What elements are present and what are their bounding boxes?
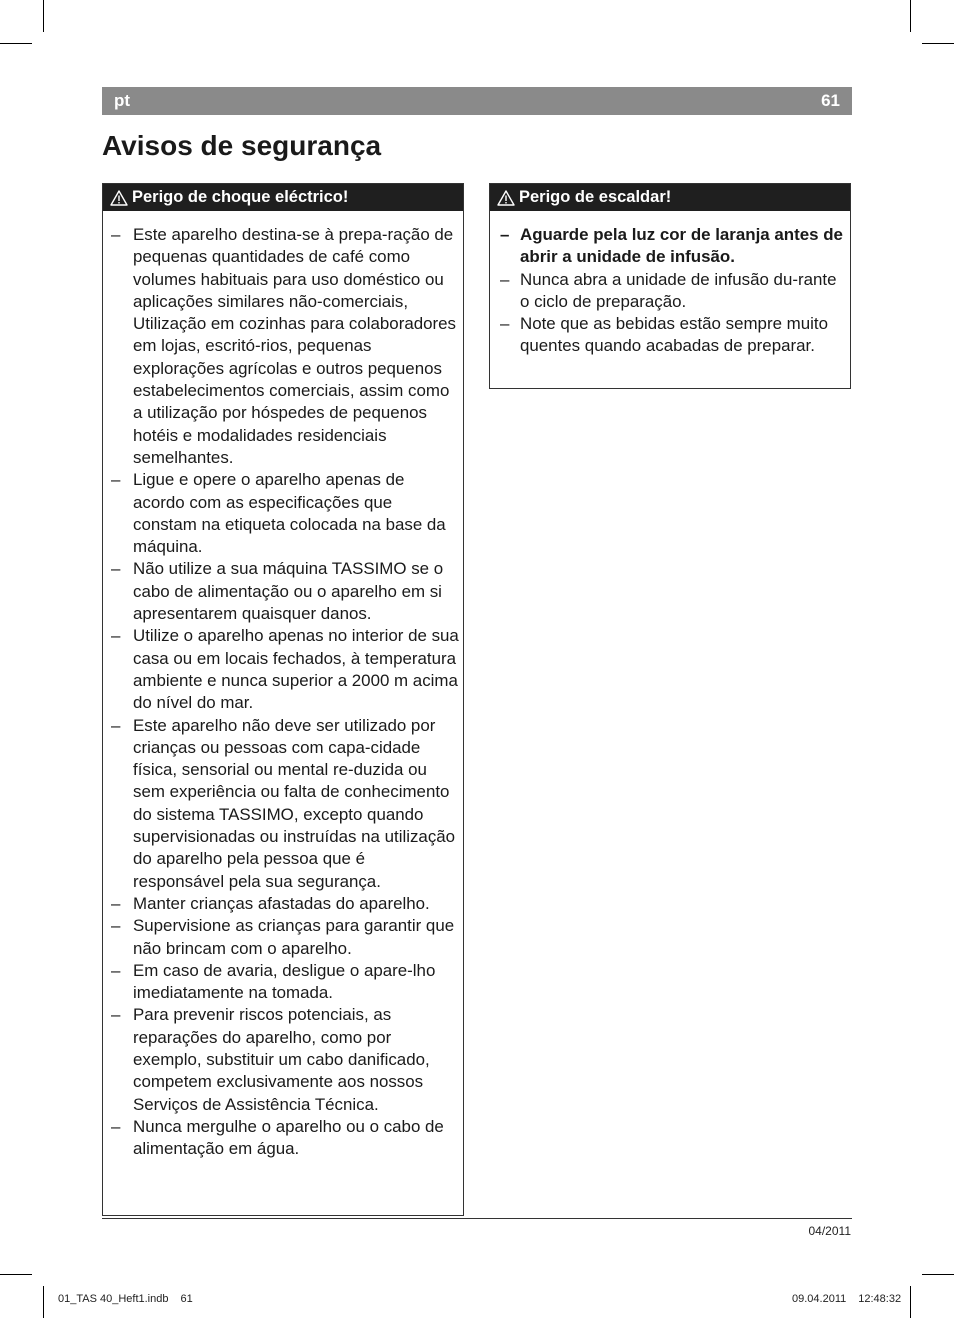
page-title: Avisos de segurança	[102, 130, 382, 161]
list-item: – Note que as bebidas estão sempre muito quentes quando acabadas de preparar.	[500, 313, 846, 358]
list-item: – Em caso de avaria, desligue o apare-lho imediatamente na tomada.	[111, 960, 459, 1005]
crop-mark	[910, 0, 911, 32]
page-number: 61	[821, 91, 840, 110]
scalding-warning-box	[489, 183, 851, 389]
scalding-warning-list	[490, 211, 850, 358]
box-heading-text: Perigo de choque eléctrico!	[132, 188, 349, 206]
crop-mark	[910, 1286, 911, 1318]
electric-shock-warning-list	[103, 211, 463, 1160]
warning-triangle-icon	[110, 190, 128, 206]
slug-time: 12:48:32	[858, 1293, 902, 1305]
list-item: – Ligue e opere o aparelho apenas de acordo com as especificações que constam na etiqueta colocada na base da máquina.	[111, 469, 459, 558]
crop-mark	[922, 1274, 954, 1275]
slug-date: 09.04.2011	[792, 1293, 847, 1305]
electric-shock-warning-box	[102, 183, 464, 1216]
slug-filename: 01_TAS 40_Heft1.indb	[58, 1293, 169, 1305]
list-item: – Para prevenir riscos potenciais, as reparações do aparelho, como por exemplo, substituir um cabo danificado, competem exclusivamente aos nossos Serviços de Assistência Técnica.	[111, 1004, 459, 1115]
slug-page: 61	[180, 1293, 193, 1305]
footer-date: 04/2011	[808, 1224, 851, 1238]
warning-triangle-icon	[497, 190, 515, 206]
page-header-bar	[102, 87, 852, 115]
crop-mark	[43, 0, 44, 32]
print-slug-file	[58, 1293, 193, 1305]
electric-shock-warning-heading	[103, 184, 463, 211]
list-item: – Não utilize a sua máquina TASSIMO se o cabo de alimentação ou o aparelho em si apresentarem quaisquer danos.	[111, 558, 459, 625]
crop-mark	[43, 1286, 44, 1318]
language-code: pt	[114, 91, 131, 110]
box-heading-text: Perigo de escaldar!	[519, 188, 672, 206]
footer-rule	[102, 1218, 852, 1219]
scalding-warning-heading	[490, 184, 850, 211]
print-slug-timestamp	[792, 1293, 901, 1305]
list-item: – Nunca abra a unidade de infusão du-rante o ciclo de preparação.	[500, 269, 846, 314]
crop-mark	[922, 43, 954, 44]
list-item: – Aguarde pela luz cor de laranja antes de abrir a unidade de infusão.	[500, 224, 846, 269]
list-item: – Este aparelho destina-se à prepa-ração de pequenas quantidades de café como volumes habituais para uso doméstico ou aplicações similares não-comerciais, Utilização em cozinhas para colaboradores em lojas, escritó-rios, pequenas explorações agrícolas e outros pequenos estabelecimentos comerciais, assim como a utilização por hóspedes de pequenos hotéis e modalidades residenciais semelhantes.	[111, 224, 459, 469]
crop-mark	[0, 43, 32, 44]
list-item: – Manter crianças afastadas do aparelho.	[111, 893, 459, 915]
list-item: – Este aparelho não deve ser utilizado por crianças ou pessoas com capa-cidade física, sensorial ou mental re-duzida ou sem experiência ou falta de conhecimento do sistema TASSIMO, excepto quando supervisionadas ou instruídas na utilização do aparelho pela pessoa que é responsável pela sua segurança.	[111, 715, 459, 893]
list-item: – Supervisione as crianças para garantir que não brincam com o aparelho.	[111, 915, 459, 960]
list-item: – Nunca mergulhe o aparelho ou o cabo de alimentação em água.	[111, 1116, 459, 1161]
crop-mark	[0, 1274, 32, 1275]
list-item: – Utilize o aparelho apenas no interior de sua casa ou em locais fechados, à temperatura ambiente e nunca superior a 2000 m acima do nível do mar.	[111, 625, 459, 714]
